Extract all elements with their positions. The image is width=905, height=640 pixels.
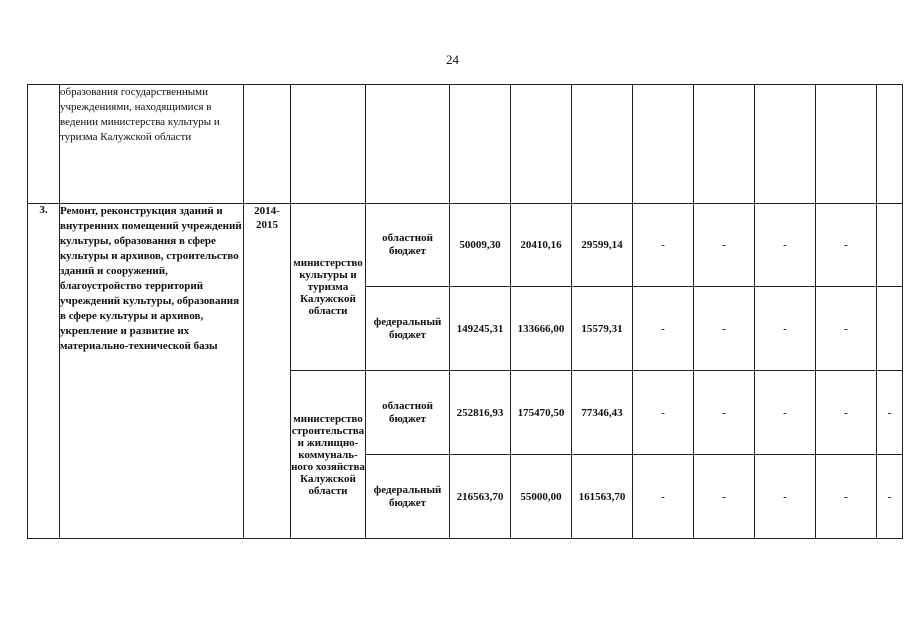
program-table: [27, 84, 903, 539]
value-2014: 55000,00: [511, 455, 572, 539]
funding-source: федеральный бюджет: [366, 455, 450, 539]
value-2015: 29599,14: [572, 204, 633, 287]
row-number: 3.: [28, 204, 60, 539]
funding-source: областной бюджет: [366, 204, 450, 287]
value-2015: 77346,43: [572, 371, 633, 455]
cell-empty: [694, 85, 755, 204]
project-title: Ремонт, реконструкция зданий и внутренних помещений учреждений культуры, образования в сфере культуры и архивов, строительство зданий и сооружений, благоустройство территорий учреждений культуры, образования в сфере культуры и архивов, укрепление и развитие их материально-технической базы: [60, 204, 244, 539]
dash-cell: -: [633, 371, 694, 455]
cell-empty: [366, 85, 450, 204]
dash-cell: -: [694, 204, 755, 287]
dash-cell: -: [877, 455, 903, 539]
dash-cell: -: [755, 371, 816, 455]
dash-cell: -: [755, 287, 816, 371]
dash-cell: -: [755, 204, 816, 287]
executor-construction-ministry: министерство строительства и жилищно-коммуналь-ного хозяйства Калужской области: [291, 371, 366, 539]
total-value: 149245,31: [450, 287, 511, 371]
dash-cell: -: [816, 371, 877, 455]
cell-empty: [816, 85, 877, 204]
executor-culture-ministry: министерство культуры и туризма Калужской области: [291, 204, 366, 371]
funding-source: федеральный бюджет: [366, 287, 450, 371]
dash-cell: -: [633, 204, 694, 287]
dash-cell: -: [755, 455, 816, 539]
cell-empty: [633, 85, 694, 204]
value-2014: 175470,50: [511, 371, 572, 455]
total-value: 216563,70: [450, 455, 511, 539]
cell-empty: [572, 85, 633, 204]
dash-cell: -: [633, 455, 694, 539]
cell-empty: [511, 85, 572, 204]
cell-empty: [877, 85, 903, 204]
dash-cell: -: [694, 371, 755, 455]
dash-cell: -: [694, 455, 755, 539]
dash-cell: -: [694, 287, 755, 371]
value-2014: 20410,16: [511, 204, 572, 287]
continuation-row: [28, 85, 903, 204]
dash-cell: -: [816, 455, 877, 539]
dash-cell: -: [816, 204, 877, 287]
dash-cell: -: [816, 287, 877, 371]
cell-num-empty: [28, 85, 60, 204]
cell-empty: [755, 85, 816, 204]
dash-cell: -: [877, 371, 903, 455]
value-2014: 133666,00: [511, 287, 572, 371]
value-2015: 15579,31: [572, 287, 633, 371]
dash-cell: [877, 204, 903, 287]
dash-cell: [877, 287, 903, 371]
value-2015: 161563,70: [572, 455, 633, 539]
continuation-text: образования государственными учреждениями, находящимися в ведении министерства культуры и туризма Калужской области: [60, 85, 244, 204]
page-number: 24: [446, 52, 459, 67]
funding-source: областной бюджет: [366, 371, 450, 455]
total-value: 252816,93: [450, 371, 511, 455]
table-row: [28, 204, 903, 287]
cell-empty: [291, 85, 366, 204]
years-cell: 2014-2015: [244, 204, 291, 539]
total-value: 50009,30: [450, 204, 511, 287]
cell-empty: [450, 85, 511, 204]
dash-cell: -: [633, 287, 694, 371]
cell-empty: [244, 85, 291, 204]
